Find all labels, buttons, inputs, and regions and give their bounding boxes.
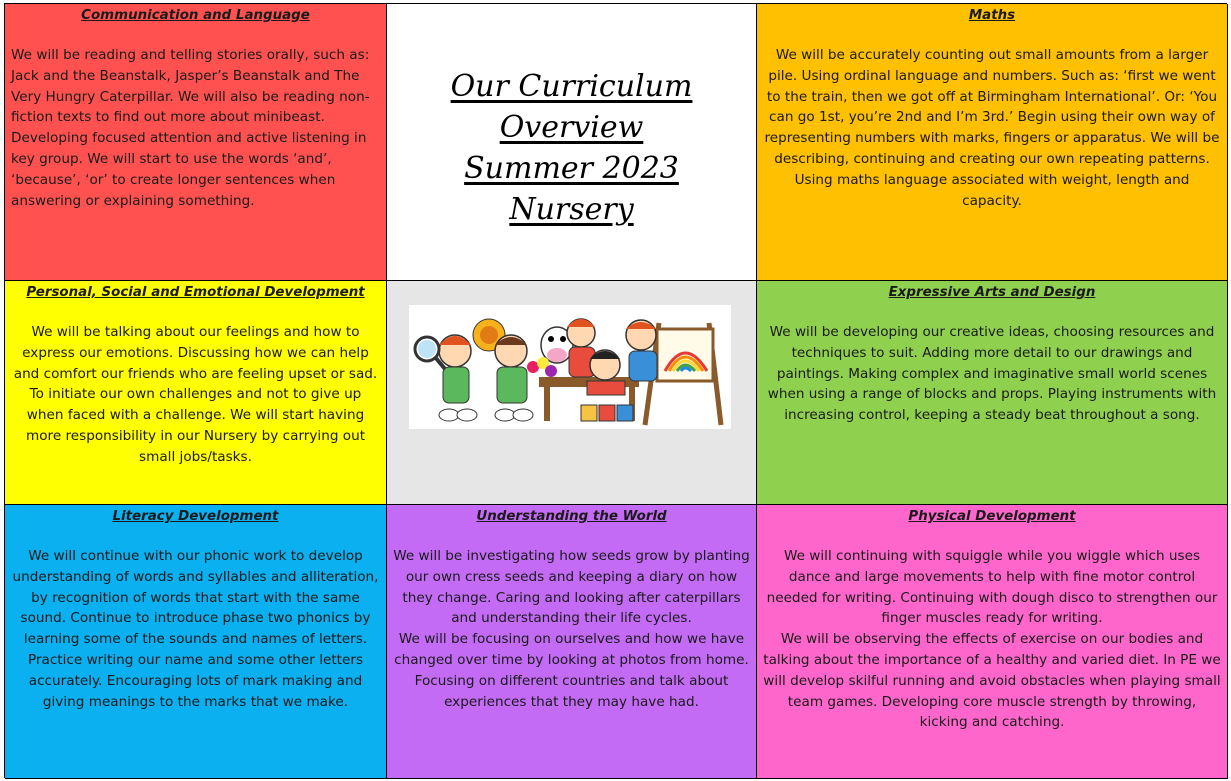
section-body: We will be talking about our feelings and how to express our emotions. Discussing how we can help and comfort our friends who are feeling upset or sad. To initiate our own challenges and not to give up when faced with a challenge. We will start having more responsibility in our Nursery by carrying out small jobs/tasks. [13, 324, 378, 465]
pse-box [5, 281, 387, 505]
section-body: We will continue with our phonic work to develop understanding of words and syllables and alliteration, by recognition of words that start with the same sound. Continue to introduce phase two phonics by learning some of the sounds and names of letters. Practice writing our name and some other letters accurately. Encouraging lots of mark making and giving meanings to the marks that we make. [12, 548, 379, 710]
section-title: Communication and Language [81, 8, 310, 23]
section-body: We will continuing with squiggle while you wiggle which uses dance and large movements to help with fine motor control needed for writing. Continuing with dough disco to strengthen our finger muscles ready for writing. We will be observing the effects of exercise on our bodies and talking about the importance of a healthy and varied diet. In PE we will develop skilful running and avoid obstacles when playing small team games. Developing core muscle strength by throwing, kicking and catching. [763, 548, 1221, 731]
section-body: We will be developing our creative ideas, choosing resources and techniques to suit. Adding more detail to our drawings and paintings. Making complex and imaginative small world scenes when using a range of blocks and props. Playing instruments with increasing control, keeping a steady beat throughout a song. [767, 324, 1217, 424]
physical-development-box [757, 505, 1228, 779]
children-clipart-image [409, 305, 731, 429]
communication-language-box [5, 4, 387, 281]
section-body: We will be reading and telling stories orally, such as: Jack and the Beanstalk, Jasper’s Beanstalk and The Very Hungry Caterpillar. We will also be reading non-fiction texts to find out more about minibeast. Developing focused attention and active listening in key group. We will start to use the words ‘and’, ‘because’, ‘or’ to create longer sentences when answering or explaining something. [11, 47, 370, 209]
section-title: Understanding the World [476, 509, 667, 524]
section-title: Literacy Development [112, 509, 279, 524]
maths-box [757, 4, 1228, 281]
curriculum-grid [4, 3, 1227, 778]
title-line: Our Curriculum [450, 69, 693, 104]
section-title: Personal, Social and Emotional Development [26, 285, 365, 300]
section-title: Maths [968, 8, 1016, 23]
title-line: Nursery [509, 192, 634, 227]
expressive-arts-box [757, 281, 1228, 505]
literacy-box [5, 505, 387, 779]
section-body: We will be investigating how seeds grow by planting our own cress seeds and keeping a diary on how they change. Caring and looking after caterpillars and understanding their life cycles. We will be focusing on ourselves and how we have changed over time by looking at photos from home. Focusing on different countries and talk about experiences that they may have had. [393, 548, 750, 710]
title-line: Overview [499, 110, 644, 145]
illustration-box [387, 281, 757, 505]
section-title: Physical Development [908, 509, 1076, 524]
understanding-world-box [387, 505, 757, 779]
section-body: We will be accurately counting out small amounts from a larger pile. Using ordinal language and numbers. Such as: ‘first we went to the train, then we got off at Birmingham International’. Or: ‘You can go 1st, you’re 2nd and I’m 3rd.’ Begin using their own way of representing numbers with marks, fingers or apparatus. We will be describing, continuing and creating our own repeating patterns. Using maths language associated with weight, length and capacity. [764, 47, 1220, 209]
title-line: Summer 2023 [464, 151, 679, 186]
children-clipart-icon [409, 305, 731, 429]
section-title: Expressive Arts and Design [888, 285, 1096, 300]
title-box [387, 4, 757, 281]
page-title [451, 66, 693, 230]
